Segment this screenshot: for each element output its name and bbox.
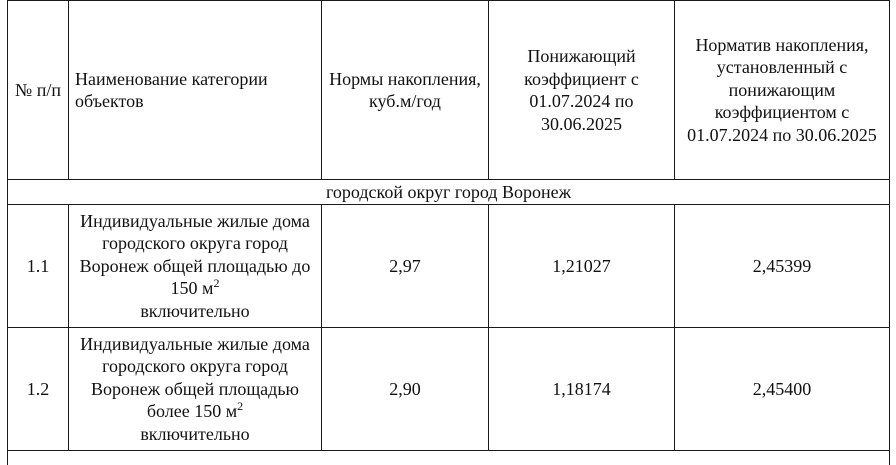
row-name <box>69 205 322 328</box>
header-normative: Норматив накопления, установленный с понижающим коэффициентом с 01.07.2024 по 30.06.2025 <box>675 1 890 180</box>
header-coefficient: Понижающий коэффициент с 01.07.2024 по 30.06.2025 <box>489 1 675 180</box>
region-label: городской округ город Воронеж <box>8 180 890 205</box>
header-num: № п/п <box>8 1 69 180</box>
row-name-superscript: 2 <box>237 399 243 413</box>
row-coefficient: 1,21027 <box>489 205 675 328</box>
row-norm: 2,90 <box>322 328 489 451</box>
row-name-superscript: 2 <box>213 276 219 290</box>
row-coefficient: 1,18174 <box>489 328 675 451</box>
row-name <box>69 328 322 451</box>
header-name: Наименование категории объектов <box>69 1 322 180</box>
table-continuation-cell <box>8 451 890 465</box>
row-name-text: Индивидуальные жилые дома городского округа город Воронеж общей площадью более 150 м <box>80 334 310 422</box>
row-num: 1.1 <box>8 205 69 328</box>
norms-table <box>7 0 890 465</box>
table-row <box>8 205 890 328</box>
region-row <box>8 180 890 205</box>
table-row <box>8 328 890 451</box>
row-name-tail: включительно <box>140 424 249 444</box>
row-name-tail: включительно <box>140 301 249 321</box>
row-num: 1.2 <box>8 328 69 451</box>
row-norm: 2,97 <box>322 205 489 328</box>
row-name-text: Индивидуальные жилые дома городского округа город Воронеж общей площадью до 150 м <box>80 211 311 299</box>
header-norms: Нормы накопления, куб.м/год <box>322 1 489 180</box>
row-normative: 2,45399 <box>675 205 890 328</box>
table-continuation-row <box>8 451 890 465</box>
row-normative: 2,45400 <box>675 328 890 451</box>
table-header-row <box>8 1 890 180</box>
